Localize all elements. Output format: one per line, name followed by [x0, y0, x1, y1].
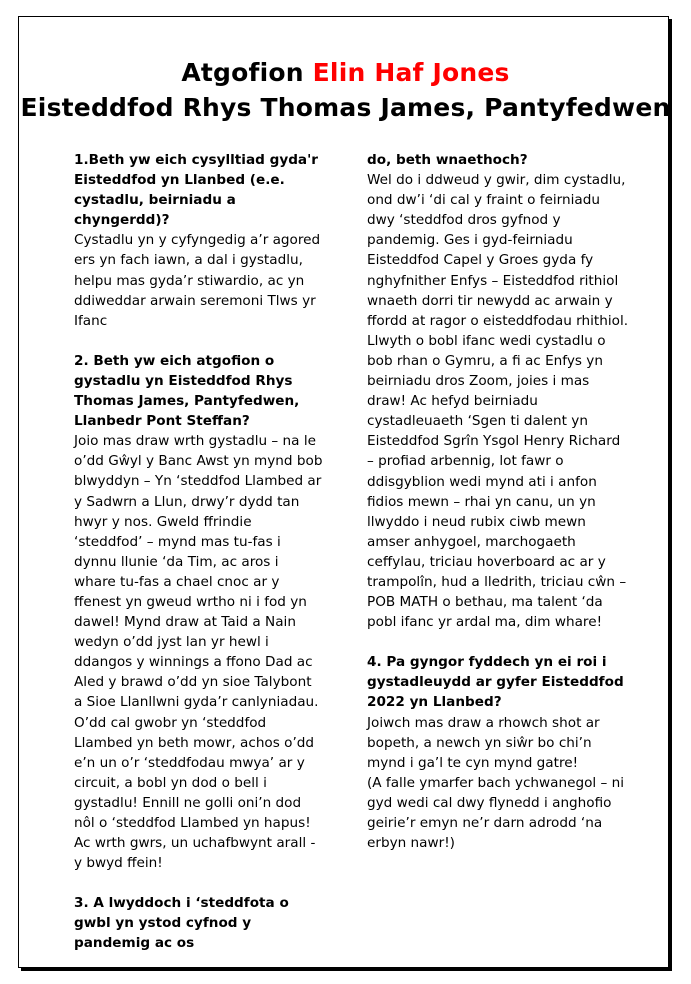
answer-4: Joiwch mas draw a rhowch shot ar bopeth, a newch yn siŵr bo chi’n mynd i ga’l te cyn mynd gatre!: [367, 714, 600, 771]
question-1: 1.Beth yw eich cysylltiad gyda'r Eisteddfod yn Llanbed (e.e. cystadlu, beirniadu a chyngerdd)?: [74, 152, 318, 229]
question-4: 4. Pa gyngor fyddech yn ei roi i gystadleuydd ar gyfer Eisteddfod 2022 yn Llanbed?: [367, 654, 624, 711]
answer-4-note: (A falle ymarfer bach ychwanegol – ni gyd wedi cal dwy flynedd i anghofio geirie’r emyn ne’r darn adrodd ‘na erbyn nawr!): [367, 774, 625, 852]
answer-1: Cystadlu yn y cyfyngedig a’r agored ers yn fach iawn, a dal i gystadlu, helpu mas gyda’r stiwardio, ac yn ddiweddar arwain seremoni Tlws yr Ifanc: [74, 232, 321, 329]
question-3-continued: do, beth wnaethoch?: [367, 152, 528, 168]
left-column: [74, 150, 324, 954]
page-title: [0, 58, 691, 87]
spacer: [367, 632, 629, 652]
question-2: 2. Beth yw eich atgofion o gystadlu yn Eisteddfod Rhys Thomas James, Pantyfedwen, Llanbedr Pont Steffan?: [74, 352, 300, 430]
spacer: [74, 331, 324, 351]
title-prefix: Atgofion: [181, 58, 304, 87]
page-subtitle: Eisteddfod Rhys Thomas James, Pantyfedwen: [20, 93, 671, 122]
question-3: 3. A lwyddoch i ‘steddfota o gwbl yn ystod cyfnod y pandemig ac os: [74, 895, 289, 952]
right-column: [367, 150, 629, 853]
interviewee-name: Elin Haf Jones: [312, 58, 510, 87]
answer-2: Joio mas draw wrth gystadlu – na le o’dd Gŵyl y Banc Awst yn mynd bob blwyddyn – Yn ‘steddfod Llambed ar y Sadwrn a Llun, drwy’r dydd tan hwyr y nos. Gweld ffrindie ‘steddfod’ – mynd mas tu-fas i dynnu llunie ‘da Tim, ac aros i whare tu-fas a chael cnoc ar y ffenest yn gweud wrtho ni i fod yn dawel! Mynd draw at Taid a Nain wedyn o’dd jyst lan yr hewl i ddangos y winnings a ffono Dad ac Aled y brawd o’dd yn sioe Talybont a Sioe Llanllwni gyda’r canlyniadau. O’dd cal gwobr yn ‘steddfod Llambed yn beth mowr, achos o’dd e’n un o’r ‘steddfodau mwya’ ar y circuit, a bobl yn dod o bell i gystadlu! Ennill ne golli oni’n dod nôl o ‘steddfod Llambed yn hapus! Ac wrth gwrs, un uchafbwynt arall - y bwyd ffein!: [74, 433, 323, 872]
answer-3: Wel do i ddweud y gwir, dim cystadlu, ond dw’i ‘di cal y fraint o feirniadu dwy ‘steddfod dros gyfnod y pandemig. Ges i gyd-feirniadu Eisteddfod Capel y Groes gyda fy nghyfnither Enfys – Eisteddfod rithiol wnaeth dorri tir newydd ac arwain y ffordd at ragor o eisteddfodau rhithiol. Llwyth o bobl ifanc wedi cystadlu o bob rhan o Gymru, a fi ac Enfys yn beirniadu dros Zoom, joies i mas draw! Ac hefyd beirniadu cystadleuaeth ‘Sgen ti dalent yn Eisteddfod Sgrîn Ysgol Henry Richard – profiad arbennig, lot fawr o ddisgyblion wedi mynd ati i anfon fidios mewn – rhai yn canu, un yn llwyddo i neud rubix ciwb mewn amser anhygoel, marchogaeth ceffylau, triciau hoverboard ac ar y trampolîn, hud a lledrith, triciau cŵn – POB MATH o bethau, ma talent ‘da pobl ifanc yr ardal ma, dim whare!: [367, 172, 629, 631]
spacer: [74, 873, 324, 893]
